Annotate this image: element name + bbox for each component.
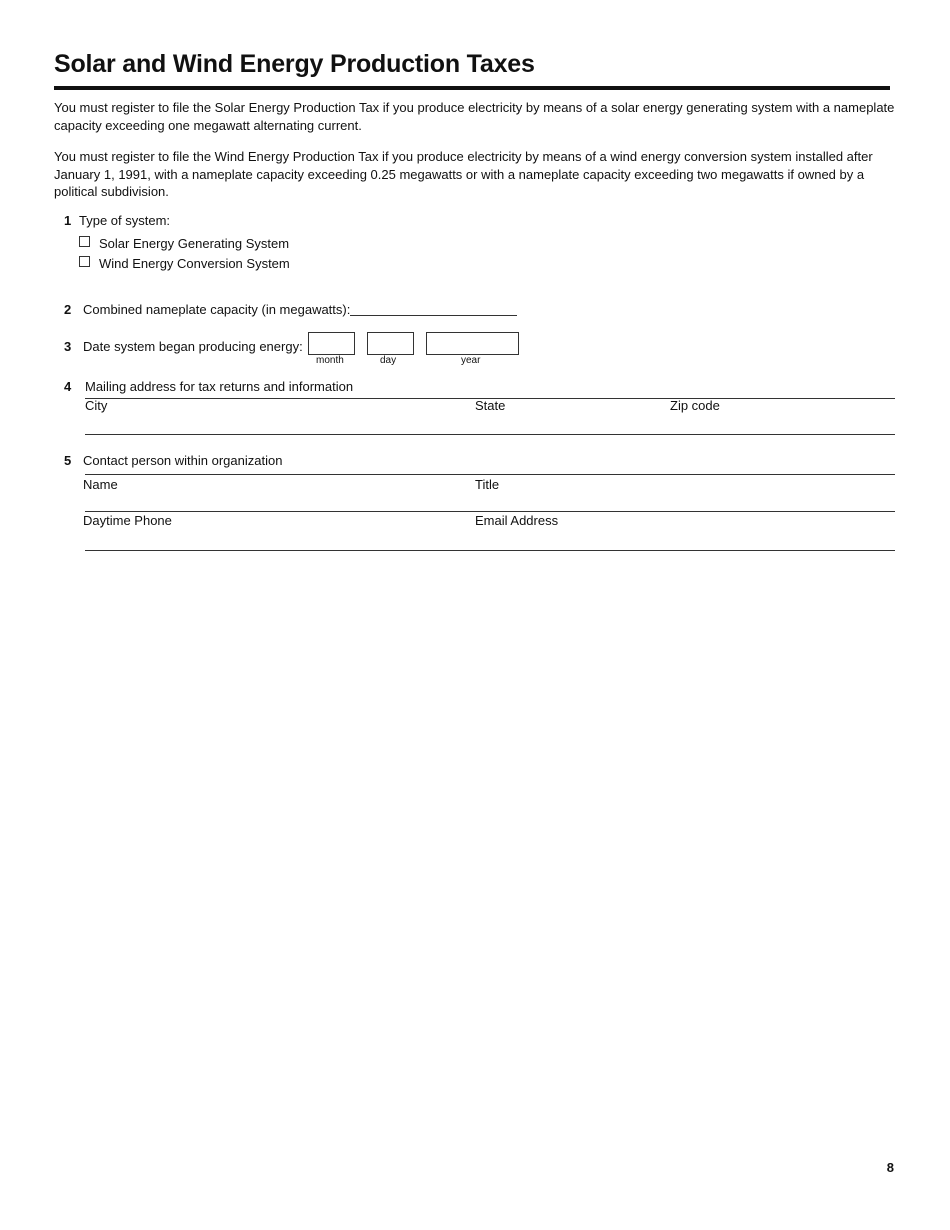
page-title: Solar and Wind Energy Production Taxes	[54, 50, 535, 78]
q2-number: 2	[64, 302, 72, 317]
contact-title-input[interactable]	[477, 494, 887, 510]
state-input[interactable]	[477, 416, 662, 432]
contact-name-input[interactable]	[85, 494, 465, 510]
q1-label: Type of system:	[79, 213, 171, 228]
q4-number: 4	[64, 379, 72, 394]
day-caption: day	[380, 355, 397, 366]
city-input[interactable]	[87, 416, 467, 432]
contact-top-rule	[85, 474, 895, 475]
wind-system-option-label: Wind Energy Conversion System	[99, 256, 290, 271]
start-month-input[interactable]	[308, 332, 355, 355]
contact-phone-input[interactable]	[85, 531, 465, 547]
year-caption: year	[461, 355, 481, 366]
contact-bottom-rule	[85, 550, 895, 551]
contact-phone-label: Daytime Phone	[83, 513, 172, 528]
contact-middle-rule	[85, 511, 895, 512]
contact-name-label: Name	[83, 477, 118, 492]
state-label: State	[475, 398, 506, 413]
start-year-input[interactable]	[426, 332, 519, 355]
contact-email-input[interactable]	[477, 531, 887, 547]
month-caption: month	[316, 355, 344, 366]
nameplate-capacity-input[interactable]	[350, 301, 517, 316]
solar-system-option-label: Solar Energy Generating System	[99, 236, 290, 251]
q4-label: Mailing address for tax returns and information	[85, 379, 354, 394]
contact-email-label: Email Address	[475, 513, 559, 528]
page-number: 8	[886, 1160, 894, 1175]
q3-label: Date system began producing energy:	[83, 339, 303, 354]
q2-label: Combined nameplate capacity (in megawatts):	[83, 302, 351, 317]
solar-intro-paragraph: You must register to file the Solar Energy Production Tax if you produce electricity by means of a solar energy generating system with a nameplate capacity exceeding one megawatt alternating current.	[54, 100, 895, 133]
title-divider	[54, 86, 890, 90]
address-bottom-rule	[85, 434, 895, 435]
zip-label: Zip code	[670, 398, 720, 413]
start-day-input[interactable]	[367, 332, 414, 355]
q5-label: Contact person within organization	[83, 453, 283, 468]
solar-system-checkbox[interactable]	[79, 236, 90, 247]
q1-number: 1	[64, 213, 72, 228]
q3-number: 3	[64, 339, 72, 354]
city-label: City	[85, 398, 108, 413]
zip-input[interactable]	[672, 416, 887, 432]
wind-system-checkbox[interactable]	[79, 256, 90, 267]
q5-number: 5	[64, 453, 72, 468]
contact-title-label: Title	[475, 477, 500, 492]
wind-intro-paragraph: You must register to file the Wind Energy Production Tax if you produce electricity by means of a wind energy conversion system installed after January 1, 1991, with a nameplate capacity exceeding 0.25 megawatts or with a nameplate capacity exceeding two megawatts if owned by a political subdivision.	[54, 149, 873, 199]
